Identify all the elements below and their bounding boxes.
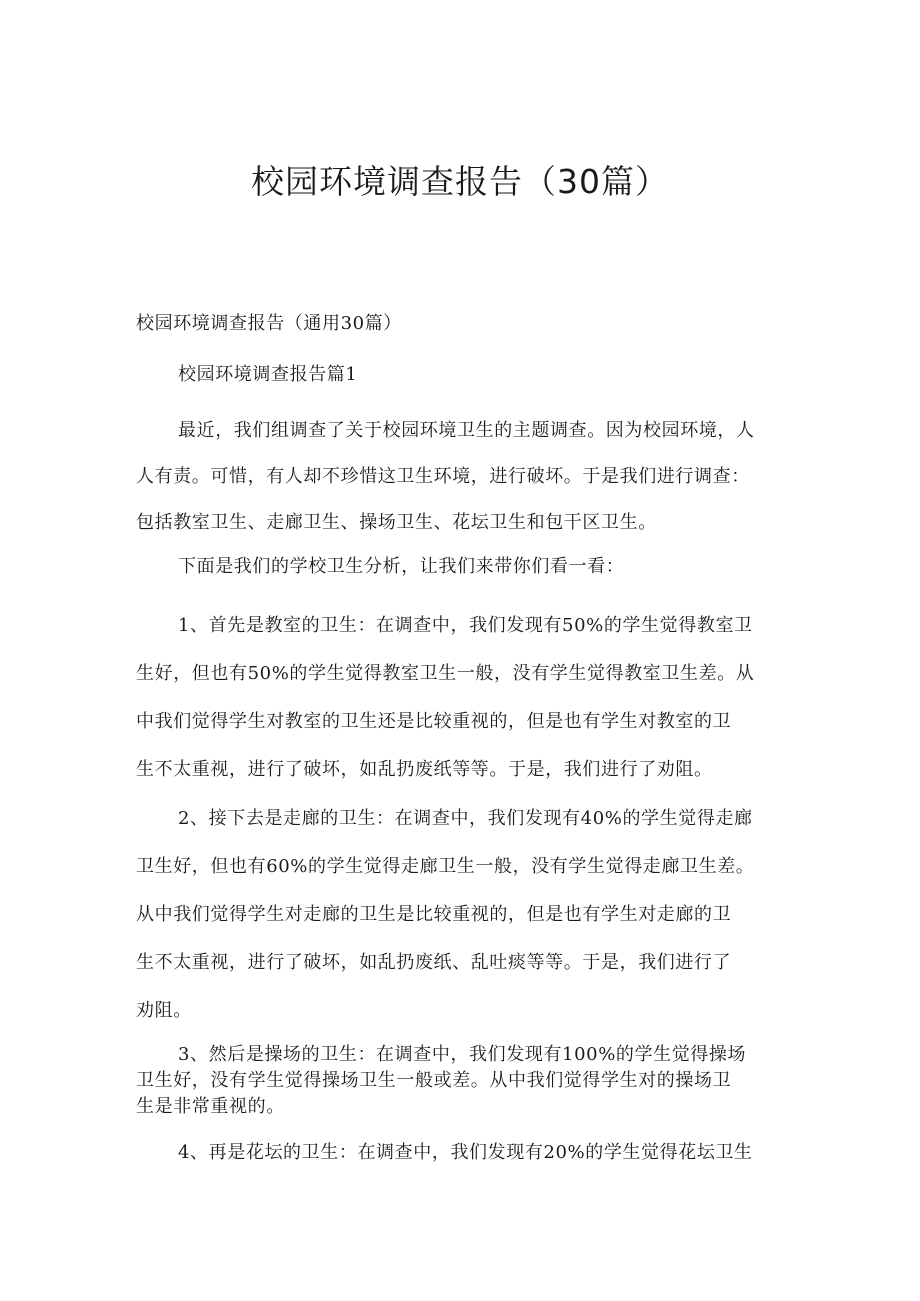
item4-paragraph	[136, 1140, 753, 1166]
paragraph-line: 人有责。可惜，有人却不珍惜这卫生环境，进行破坏。于是我们进行调查：	[136, 466, 750, 487]
paragraph-line: 生不太重视，进行了破坏，如乱扔废纸等等。于是，我们进行了劝阻。	[136, 759, 713, 780]
document-subtitle: 校园环境调查报告（通用30篇）	[136, 313, 402, 334]
document-title: 校园环境调查报告（30篇）	[251, 162, 669, 201]
paragraph-line: 生不太重视，进行了破坏，如乱扔废纸、乱吐痰等等。于是，我们进行了	[136, 952, 732, 973]
item1-paragraph	[136, 602, 754, 794]
paragraph-line: 4、再是花坛的卫生：在调查中，我们发现有20%的学生觉得花坛卫生	[178, 1142, 753, 1163]
paragraph-line: 最近，我们组调查了关于校园环境卫生的主题调查。因为校园环境，人	[178, 420, 755, 441]
paragraph-line: 卫生好，但也有60%的学生觉得走廊卫生一般，没有学生觉得走廊卫生差。	[136, 856, 755, 877]
paragraph-line: 包括教室卫生、走廊卫生、操场卫生、花坛卫生和包干区卫生。	[136, 512, 657, 533]
paragraph-line: 生是非常重视的。	[136, 1096, 285, 1117]
paragraph-line: 3、然后是操场的卫生：在调查中，我们发现有100%的学生觉得操场	[178, 1044, 747, 1065]
item3-paragraph	[136, 1042, 746, 1120]
intro-paragraph	[136, 408, 755, 546]
paragraph-line: 中我们觉得学生对教室的卫生还是比较重视的，但是也有学生对教室的卫	[136, 711, 732, 732]
paragraph-line: 卫生好，没有学生觉得操场卫生一般或差。从中我们觉得学生对的操场卫	[136, 1070, 732, 1091]
paragraph-line: 2、接下去是走廊的卫生：在调查中，我们发现有40%的学生觉得走廊	[178, 808, 753, 829]
lead-in-line: 下面是我们的学校卫生分析，让我们来带你们看一看：	[178, 556, 625, 577]
paragraph-line: 生好，但也有50%的学生觉得教室卫生一般，没有学生觉得教室卫生差。从	[136, 663, 755, 684]
paragraph-line: 1、首先是教室的卫生：在调查中，我们发现有50%的学生觉得教室卫	[178, 615, 753, 636]
paragraph-line: 从中我们觉得学生对走廊的卫生是比较重视的，但是也有学生对走廊的卫	[136, 904, 732, 925]
section-heading: 校园环境调查报告篇1	[178, 364, 358, 385]
paragraph-line: 劝阻。	[136, 1000, 192, 1021]
item2-paragraph	[136, 795, 754, 1035]
